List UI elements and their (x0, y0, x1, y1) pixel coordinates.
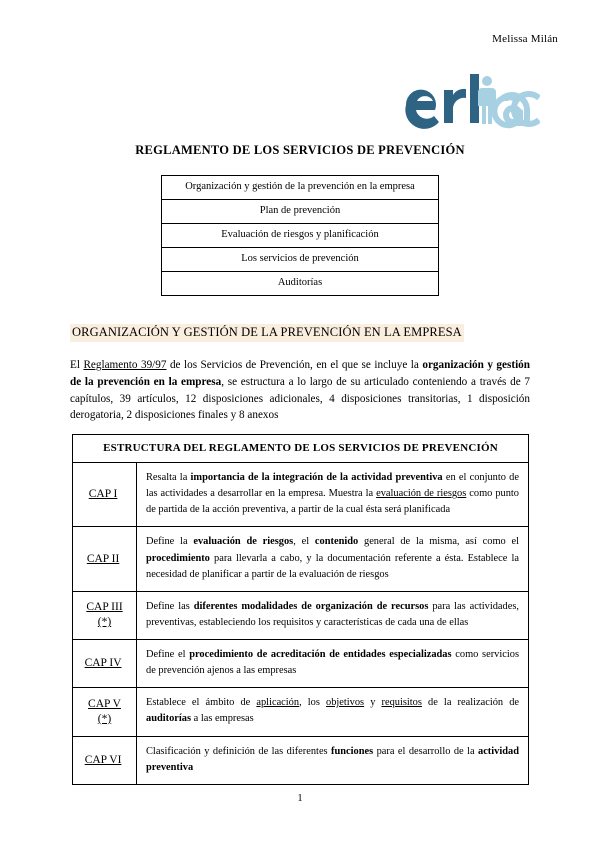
chapter-description: Define la evaluación de riesgos, el contenido general de la misma, así como el procedimiento para llevarla a cabo, y la documentación referente a ésta. Establece la necesidad de planificar a partir de la evaluación de riesgos (137, 527, 529, 591)
table-row (73, 640, 529, 688)
chapter-description: Clasificación y definición de las diferentes funciones para el desarrollo de la actividad preventiva (137, 736, 529, 784)
chapter-description: Define las diferentes modalidades de organización de recursos para las actividades, preventivas, estableciendo los requisitos y características de cada una de ellas (137, 591, 529, 639)
table-row (73, 688, 529, 736)
structure-table-header: ESTRUCTURA DEL REGLAMENTO DE LOS SERVICIOS DE PREVENCIÓN (73, 435, 529, 463)
chapter-label-cell (73, 463, 137, 527)
chapter-label: CAP III (86, 601, 123, 614)
chapter-description: Establece el ámbito de aplicación, los objetivos y requisitos de la realización de auditorías a las empresas (137, 688, 529, 736)
index-row-cell: Organización y gestión de la prevención en la empresa (162, 176, 439, 200)
erhac-logo (404, 72, 540, 130)
intro-paragraph: El Reglamento 39/97 de los Servicios de Prevención, en el que se incluye la organización y gestión de la prevención en la empresa, se estructura a lo largo de su articulado conteniendo a través de 7 capítulos, 39 artículos, 12 disposiciones adicionales, 4 disposiciones transitorias, 1 disposición derogatoria, 2 disposiciones finales y 8 anexos (70, 359, 530, 422)
table-row (73, 463, 529, 527)
section-heading: ORGANIZACIÓN Y GESTIÓN DE LA PREVENCIÓN EN LA EMPRESA (70, 324, 464, 342)
chapter-label: CAP IV (84, 657, 122, 670)
chapter-label-cell (73, 640, 137, 688)
index-row-cell: Auditorías (162, 272, 439, 296)
chapter-label-cell (73, 736, 137, 784)
index-row-cell: Plan de prevención (162, 200, 439, 224)
chapter-note: (*) (97, 712, 112, 725)
logo-icon (404, 72, 540, 130)
table-row (162, 176, 439, 200)
chapter-note: (*) (97, 616, 112, 629)
table-row (162, 272, 439, 296)
table-row (162, 200, 439, 224)
table-row (73, 527, 529, 591)
page-title: REGLAMENTO DE LOS SERVICIOS DE PREVENCIÓN (135, 143, 465, 157)
chapter-label: CAP I (88, 488, 118, 501)
index-row-cell: Evaluación de riesgos y planificación (162, 224, 439, 248)
author-header: Melissa Milán (492, 33, 558, 45)
table-row (73, 736, 529, 784)
chapter-label-cell (73, 591, 137, 639)
structure-table-body (73, 435, 529, 785)
chapter-label-cell (73, 688, 137, 736)
chapter-description: Define el procedimiento de acreditación de entidades especializadas como servicios de prevención ajenos a las empresas (137, 640, 529, 688)
table-row (162, 224, 439, 248)
page-number: 1 (297, 793, 303, 804)
chapter-label: CAP V (88, 697, 121, 710)
index-row-cell: Los servicios de prevención (162, 248, 439, 272)
index-table-body (162, 176, 439, 296)
chapter-label: CAP II (86, 552, 120, 565)
table-header-row (73, 435, 529, 463)
structure-table (72, 434, 529, 785)
chapter-label: CAP VI (84, 753, 122, 766)
table-row (73, 591, 529, 639)
table-row (162, 248, 439, 272)
index-table (161, 175, 439, 296)
chapter-description: Resalta la importancia de la integración de la actividad preventiva en el conjunto de las actividades a desarrollar en la empresa. Muestra la evaluación de riesgos como punto de partida de la acción preventiva, a partir de la cual ésta será planificada (137, 463, 529, 527)
chapter-label-cell (73, 527, 137, 591)
